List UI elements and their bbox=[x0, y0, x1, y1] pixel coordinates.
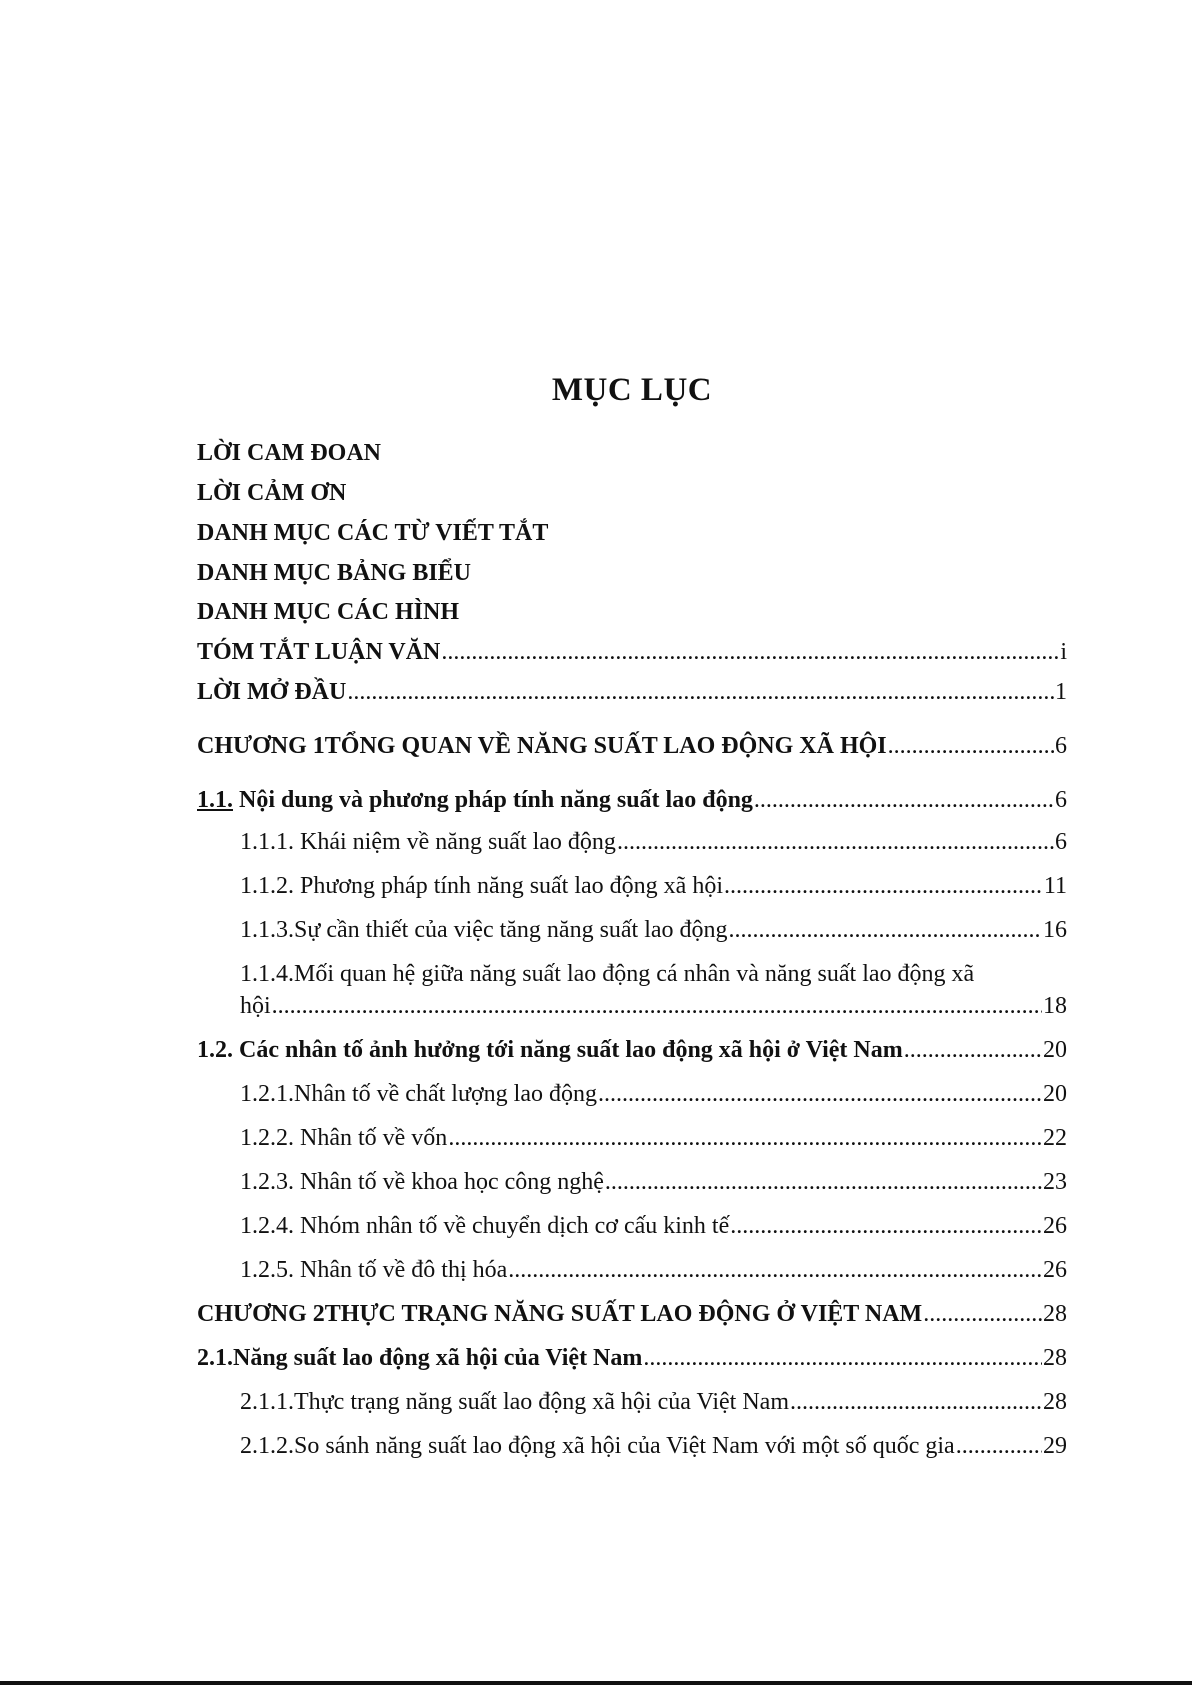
toc-entry-section-2-1[interactable] bbox=[197, 1343, 1067, 1373]
toc-entry-label: CHƯƠNG 1TỔNG QUAN VỀ NĂNG SUẤT LAO ĐỘNG XÃ HỘI bbox=[197, 733, 887, 759]
toc-entry-label: LỜI CAM ĐOAN bbox=[197, 440, 381, 466]
toc-entry-label: DANH MỤC BẢNG BIỂU bbox=[197, 560, 472, 586]
toc-entry-1-1-4[interactable] bbox=[240, 991, 1067, 1021]
toc-entry-label: TÓM TẮT LUẬN VĂN bbox=[197, 639, 441, 665]
toc-leader-dots bbox=[923, 1299, 1042, 1329]
toc-entry-label: hội bbox=[240, 993, 271, 1019]
toc-leader-dots bbox=[643, 1343, 1042, 1373]
toc-entry-label: 1.1.3.Sự cần thiết của việc tăng năng suất lao động bbox=[240, 917, 728, 943]
toc-leader-dots bbox=[598, 1079, 1042, 1109]
toc-entry-danh-muc-tu-viet-tat[interactable] bbox=[197, 518, 1067, 548]
toc-entry-section-1-2[interactable] bbox=[197, 1035, 1067, 1065]
toc-entry-label: 2.1.Năng suất lao động xã hội của Việt Nam bbox=[197, 1345, 643, 1371]
toc-entry-label: CHƯƠNG 2THỰC TRẠNG NĂNG SUẤT LAO ĐỘNG Ở VIỆT NAM bbox=[197, 1301, 923, 1327]
toc-page-number: 16 bbox=[1043, 917, 1067, 943]
toc-entry-1-2-2[interactable] bbox=[240, 1123, 1067, 1153]
section-title: Nội dung và phương pháp tính năng suất lao động bbox=[233, 787, 753, 813]
toc-entry-label: LỜI CẢM ƠN bbox=[197, 480, 347, 506]
toc-entry-label: 1.2.5. Nhân tố về đô thị hóa bbox=[240, 1257, 508, 1283]
toc-entry-label: DANH MỤC CÁC TỪ VIẾT TẮT bbox=[197, 520, 549, 546]
toc-page-number: 6 bbox=[1055, 787, 1067, 813]
toc-entry-label bbox=[197, 785, 753, 815]
toc-entry-2-1-2[interactable] bbox=[240, 1431, 1067, 1461]
toc-page-number: 26 bbox=[1043, 1213, 1067, 1239]
toc-leader-dots bbox=[605, 1167, 1042, 1197]
page-bottom-border bbox=[0, 1681, 1192, 1685]
toc-leader-dots bbox=[272, 991, 1042, 1021]
toc-entry-1-2-3[interactable] bbox=[240, 1167, 1067, 1197]
toc-entry-section-1-1[interactable] bbox=[197, 785, 1067, 815]
toc-leader-dots bbox=[790, 1387, 1042, 1417]
toc-leader-dots bbox=[441, 637, 1059, 667]
toc-leader-dots bbox=[888, 731, 1054, 761]
toc-entry-1-1-3[interactable] bbox=[240, 915, 1067, 945]
toc-page-number: 18 bbox=[1043, 993, 1067, 1019]
toc-entry-2-1-1[interactable] bbox=[240, 1387, 1067, 1417]
toc-entry-label: LỜI MỞ ĐẦU bbox=[197, 679, 347, 705]
toc-page-number: 29 bbox=[1043, 1433, 1067, 1459]
section-number: 1.1. bbox=[197, 787, 233, 813]
toc-entry-1-2-5[interactable] bbox=[240, 1255, 1067, 1285]
toc-entry-1-1-4-line-1[interactable]: 1.1.4.Mối quan hệ giữa năng suất lao động cá nhân và năng suất lao động xã bbox=[240, 961, 975, 987]
toc-page-number: i bbox=[1060, 639, 1067, 665]
toc-page-number: 20 bbox=[1043, 1081, 1067, 1107]
toc-entry-label: 1.2.3. Nhân tố về khoa học công nghệ bbox=[240, 1169, 604, 1195]
toc-leader-dots bbox=[729, 915, 1042, 945]
toc-entry-loi-mo-dau[interactable] bbox=[197, 677, 1067, 707]
toc-entry-1-1-2[interactable] bbox=[240, 871, 1067, 901]
toc-entry-chapter-2[interactable] bbox=[197, 1299, 1067, 1329]
toc-entry-1-2-4[interactable] bbox=[240, 1211, 1067, 1241]
toc-entry-chapter-1[interactable] bbox=[197, 731, 1067, 761]
toc-leader-dots bbox=[754, 785, 1054, 815]
toc-entry-tom-tat[interactable] bbox=[197, 637, 1067, 667]
toc-entry-1-2-1[interactable] bbox=[240, 1079, 1067, 1109]
toc-leader-dots bbox=[956, 1431, 1042, 1461]
toc-entry-label: DANH MỤC CÁC HÌNH bbox=[197, 599, 459, 625]
toc-entry-label: 2.1.1.Thực trạng năng suất lao động xã hội của Việt Nam bbox=[240, 1389, 789, 1415]
toc-page-number: 28 bbox=[1043, 1301, 1067, 1327]
toc-leader-dots bbox=[508, 1255, 1042, 1285]
toc-leader-dots bbox=[347, 677, 1054, 707]
page-title: MỤC LỤC bbox=[551, 372, 713, 408]
toc-leader-dots bbox=[730, 1211, 1042, 1241]
toc-page-number: 23 bbox=[1043, 1169, 1067, 1195]
toc-page-number: 11 bbox=[1043, 873, 1067, 899]
toc-entry-label: 1.2. Các nhân tố ảnh hưởng tới năng suất lao động xã hội ở Việt Nam bbox=[197, 1037, 903, 1063]
toc-entry-loi-cam-on[interactable] bbox=[197, 478, 1067, 508]
toc-page-number: 22 bbox=[1043, 1125, 1067, 1151]
toc-page-number: 28 bbox=[1043, 1389, 1067, 1415]
toc-entry-danh-muc-hinh[interactable] bbox=[197, 597, 1067, 627]
toc-entry-danh-muc-bang-bieu[interactable] bbox=[197, 558, 1067, 588]
toc-leader-dots bbox=[724, 871, 1043, 901]
toc-page-number: 20 bbox=[1043, 1037, 1067, 1063]
toc-leader-dots bbox=[448, 1123, 1042, 1153]
toc-leader-dots bbox=[617, 827, 1054, 857]
toc-entry-label: 1.2.4. Nhóm nhân tố về chuyển dịch cơ cấu kinh tế bbox=[240, 1213, 730, 1239]
toc-page-number: 26 bbox=[1043, 1257, 1067, 1283]
toc-page-number: 1 bbox=[1055, 679, 1067, 705]
toc-entry-1-1-1[interactable] bbox=[240, 827, 1067, 857]
toc-page-number: 28 bbox=[1043, 1345, 1067, 1371]
toc-entry-label: 2.1.2.So sánh năng suất lao động xã hội của Việt Nam với một số quốc gia bbox=[240, 1433, 955, 1459]
toc-entry-label: 1.2.1.Nhân tố về chất lượng lao động bbox=[240, 1081, 597, 1107]
toc-leader-dots bbox=[904, 1035, 1042, 1065]
toc-entry-label: 1.2.2. Nhân tố về vốn bbox=[240, 1125, 448, 1151]
toc-page-number: 6 bbox=[1055, 733, 1067, 759]
toc-page-number: 6 bbox=[1055, 829, 1067, 855]
toc-entry-label: 1.1.2. Phương pháp tính năng suất lao động xã hội bbox=[240, 873, 723, 899]
toc-entry-label: 1.1.1. Khái niệm về năng suất lao động bbox=[240, 829, 616, 855]
toc-entry-loi-cam-doan[interactable] bbox=[197, 438, 1067, 468]
